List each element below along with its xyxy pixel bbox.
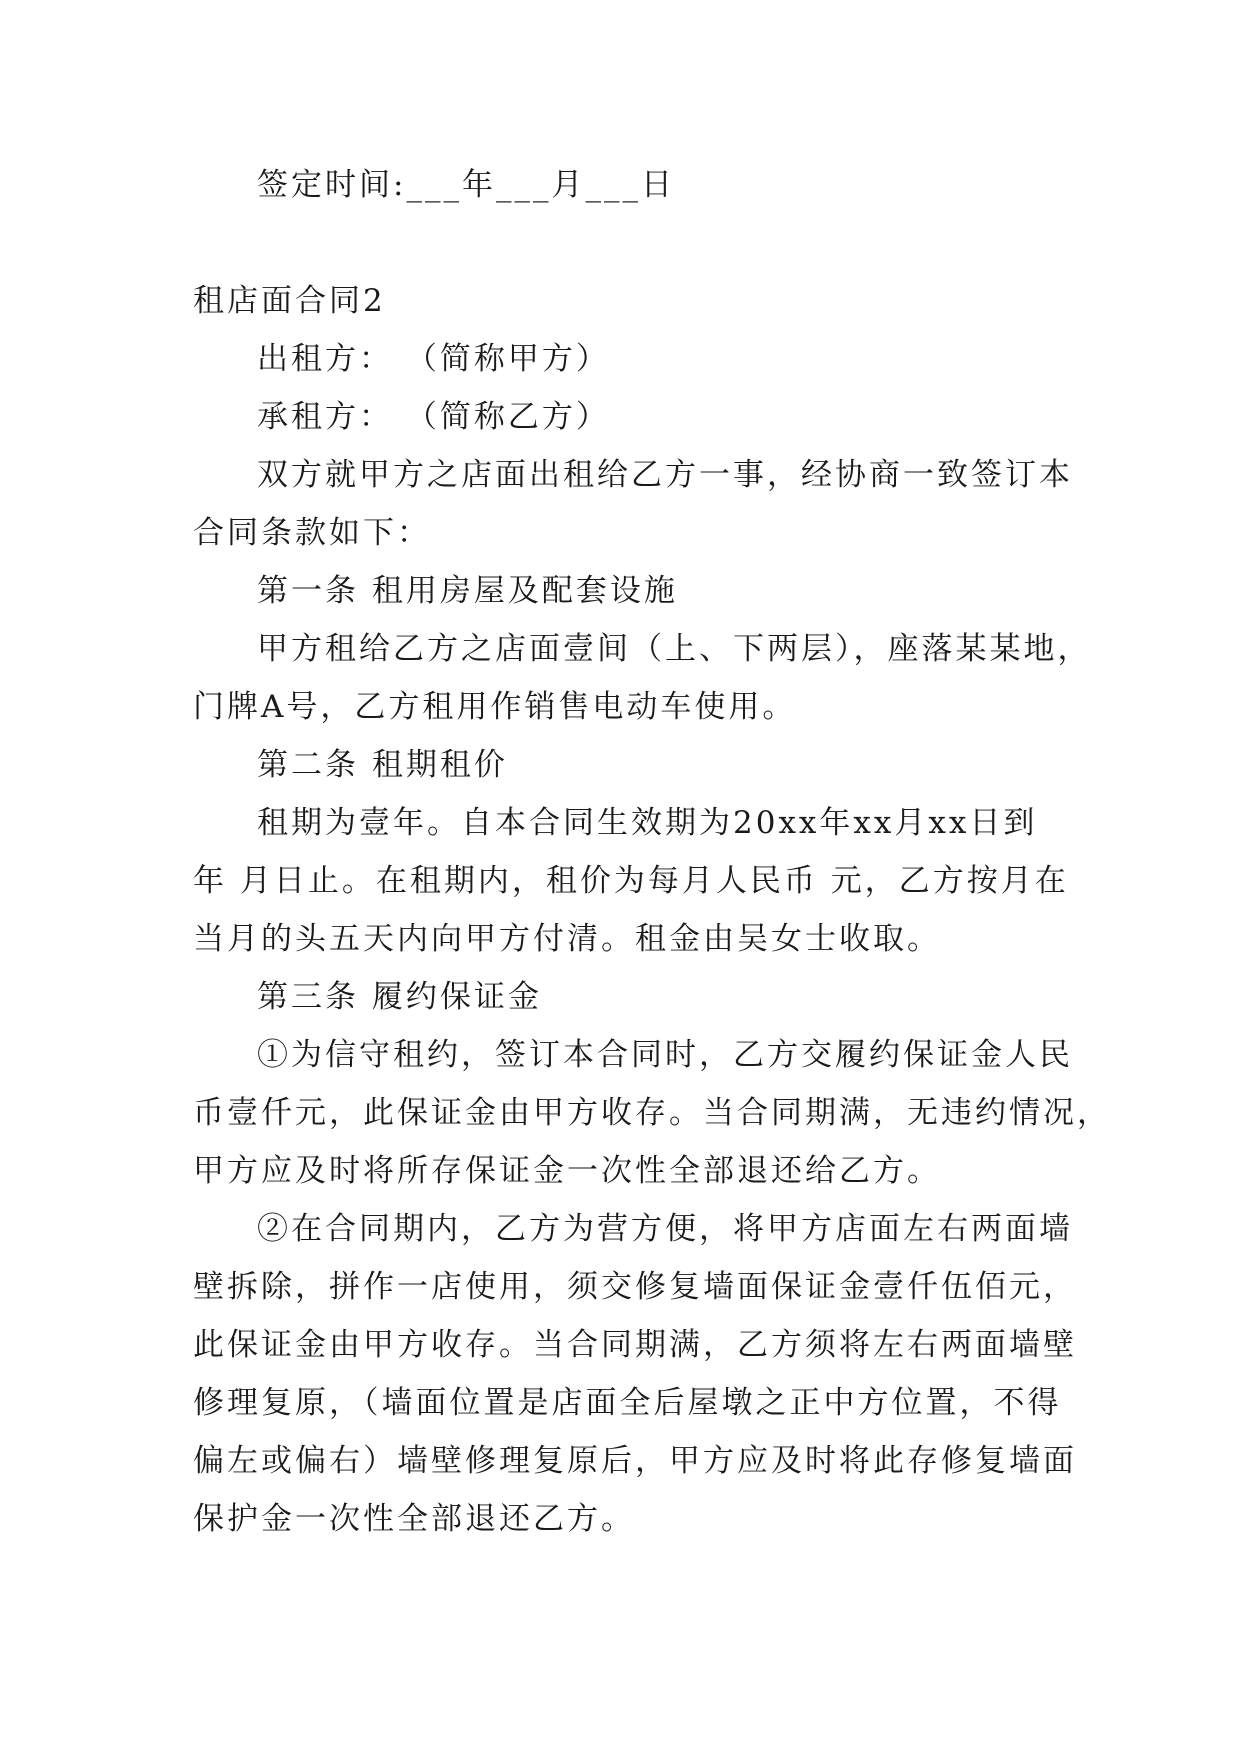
preamble-line-1: 双方就甲方之店面出租给乙方一事，经协商一致签订本 xyxy=(257,457,1073,493)
lessor-line: 出租方： （简称甲方） xyxy=(257,341,610,377)
signing-time-line: 签定时间:___年___月___日 xyxy=(257,167,675,203)
article2-heading: 第二条 租期租价 xyxy=(257,747,508,783)
preamble-line-2: 合同条款如下： xyxy=(193,515,431,551)
article3-item1-line-2: 币壹仟元，此保证金由甲方收存。当合同期满，无违约情况， xyxy=(193,1095,1111,1131)
article1-line-1: 甲方租给乙方之店面壹间（上、下两层），座落某某地， xyxy=(257,631,1092,667)
article3-item2-line-5: 偏左或偏右）墙壁修理复原后，甲方应及时将此存修复墙面 xyxy=(193,1443,1077,1479)
article3-item2-line-6: 保护金一次性全部退还乙方。 xyxy=(193,1501,635,1537)
article2-line-2: 年 月日止。在租期内，租价为每月人民币 元，乙方按月在 xyxy=(193,863,1069,899)
article3-heading: 第三条 履约保证金 xyxy=(257,979,542,1015)
article3-item2-line-3: 此保证金由甲方收存。当合同期满，乙方须将左右两面墙壁 xyxy=(193,1327,1077,1363)
article1-heading: 第一条 租用房屋及配套设施 xyxy=(257,573,678,609)
article1-line-2: 门牌A号，乙方租用作销售电动车使用。 xyxy=(193,689,797,725)
article3-item2-line-4: 修理复原，（墙面位置是店面全后屋墩之正中方位置，不得 xyxy=(193,1385,1062,1421)
article3-item1-line-3: 甲方应及时将所存保证金一次性全部退还给乙方。 xyxy=(193,1153,941,1189)
article2-line-1: 租期为壹年。自本合同生效期为20xx年xx月xx日到 xyxy=(257,805,1038,841)
article3-item1-line-1: ①为信守租约，签订本合同时，乙方交履约保证金人民 xyxy=(257,1037,1073,1073)
article3-item2-line-2: 壁拆除，拼作一店使用，须交修复墙面保证金壹仟伍佰元， xyxy=(193,1269,1077,1305)
lessee-line: 承租方： （简称乙方） xyxy=(257,399,610,435)
article3-item2-line-1: ②在合同期内，乙方为营方便，将甲方店面左右两面墙 xyxy=(257,1211,1073,1247)
article2-line-3: 当月的头五天内向甲方付清。租金由吴女士收取。 xyxy=(193,921,941,957)
contract-title: 租店面合同2 xyxy=(193,283,386,319)
